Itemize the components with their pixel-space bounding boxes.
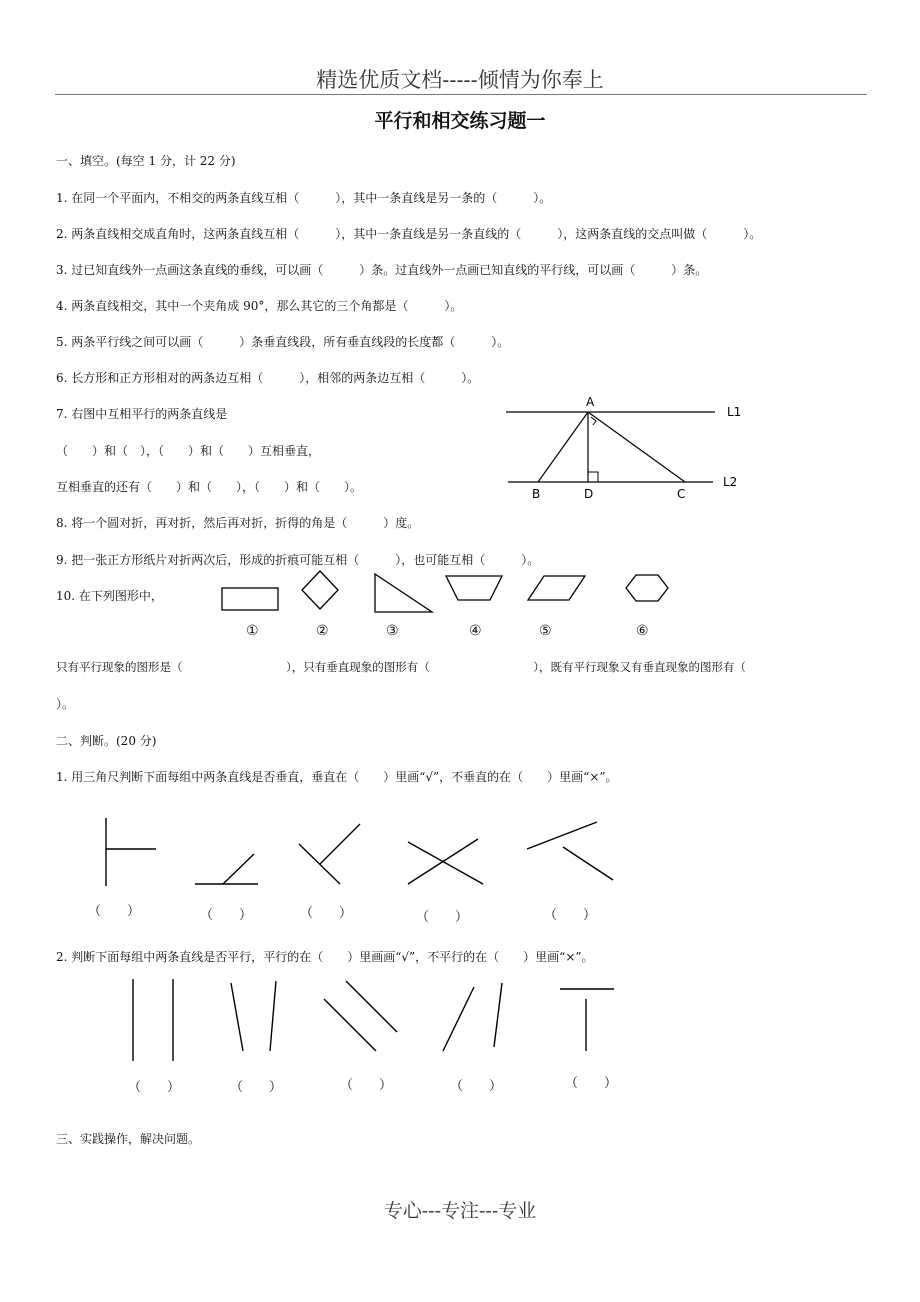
page-footer: 专心---专注---专业: [383, 1200, 537, 1222]
judge-question-2: 2. 判断下面每组中两条直线是否平行，平行的在（ ）里画画“√”，不平行的在（ ）里画“×”。: [56, 950, 594, 964]
perp-pair-5: [527, 822, 613, 880]
question-10-end: ）。: [56, 697, 75, 711]
shape-parallelogram: [528, 576, 585, 600]
perp-pair-3: [299, 824, 360, 884]
section-2-heading: 二、判断。(20 分): [56, 734, 157, 748]
right-angle-d: [588, 472, 598, 482]
perp-answer-1[interactable]: （ ）: [88, 904, 141, 919]
perp-answer-3[interactable]: （ ）: [300, 906, 353, 921]
shape-right-triangle: [375, 574, 432, 612]
para-answer-3[interactable]: （ ）: [340, 1078, 393, 1093]
section-3-heading: 三、实践操作，解决问题。: [56, 1132, 201, 1146]
para-pair-4: [443, 983, 502, 1051]
segment-ab: [538, 412, 588, 482]
question-7b: （ ）和（ ），（ ）和（ ）互相垂直，: [56, 444, 321, 458]
question-4: 4. 两条直线相交，其中一个夹角成 90°，那么其它的三个角都是（ ）。: [56, 299, 463, 313]
perp-answer-5[interactable]: （ ）: [544, 908, 597, 923]
shape-number-4: ④: [469, 623, 482, 639]
question-7a: 7. 右图中互相平行的两条直线是: [56, 407, 228, 421]
section-1-heading: 一、填空。(每空 1 分，计 22 分): [56, 154, 236, 168]
perp-pair-4: [408, 839, 483, 884]
question-8: 8. 将一个圆对折，再对折，然后再对折，折得的角是（ ）度。: [56, 516, 420, 530]
question-5: 5. 两条平行线之间可以画（ ）条垂直线段，所有垂直线段的长度都（ ）。: [56, 335, 510, 349]
question-9: 9. 把一张正方形纸片对折两次后，形成的折痕可能互相（ ），也可能互相（ ）。: [56, 553, 540, 567]
page-header: 精选优质文档-----倾情为你奉上: [316, 68, 604, 92]
perp-pair-2: [195, 854, 258, 884]
shape-rectangle: [222, 588, 278, 610]
shape-trapezoid: [446, 576, 502, 600]
shapes-row: [210, 566, 680, 616]
para-pair-5: [560, 989, 614, 1051]
shape-hexagon: [626, 575, 668, 601]
segment-ac: [588, 412, 685, 482]
shape-number-2: ②: [316, 623, 329, 639]
judge-question-1: 1. 用三角尺判断下面每组中两条直线是否垂直，垂直在（ ）里画“√”，不垂直的在（ ）里画“×”。: [56, 770, 618, 784]
perp-answer-2[interactable]: （ ）: [200, 908, 253, 923]
question-10-answers: 只有平行现象的图形是（ ），只有垂直现象的图形有（ ），既有平行现象又有垂直现象的图形有（: [56, 660, 746, 674]
parallel-lines-figure: [500, 392, 750, 504]
para-answer-4[interactable]: （ ）: [450, 1079, 503, 1094]
shape-number-6: ⑥: [636, 623, 649, 639]
label-a: A: [586, 395, 595, 409]
right-angle-a: [591, 417, 596, 425]
perp-pair-1: [106, 818, 156, 886]
para-pair-1: [133, 979, 173, 1061]
para-pair-3: [324, 981, 397, 1051]
question-1: 1. 在同一个平面内，不相交的两条直线互相（ ），其中一条直线是另一条的（ ）。: [56, 191, 552, 205]
header-rule: [55, 94, 867, 95]
question-2: 2. 两条直线相交成直角时，这两条直线互相（ ），其中一条直线是另一条直线的（ ），这两条直线的交点叫做（ ）。: [56, 227, 762, 241]
para-answer-2[interactable]: （ ）: [230, 1080, 283, 1095]
perp-answer-4[interactable]: （ ）: [416, 910, 469, 925]
shape-number-1: ①: [246, 623, 259, 639]
label-c: C: [677, 487, 686, 501]
parallel-figures: [110, 975, 630, 1070]
label-d: D: [584, 487, 594, 501]
label-b: B: [532, 487, 541, 501]
perpendicular-figures: [80, 812, 640, 896]
shape-square-rotated: [302, 571, 338, 609]
question-3: 3. 过已知直线外一点画这条直线的垂线，可以画（ ）条。过直线外一点画已知直线的平行线，可以画（ ）条。: [56, 263, 708, 277]
label-l2: L2: [723, 475, 738, 489]
question-7c: 互相垂直的还有（ ）和（ ），（ ）和（ ）。: [56, 480, 363, 494]
para-answer-1[interactable]: （ ）: [128, 1080, 181, 1095]
question-10: 10. 在下列图形中，: [56, 589, 163, 603]
question-6: 6. 长方形和正方形相对的两条边互相（ ），相邻的两条边互相（ ）。: [56, 371, 480, 385]
shape-number-5: ⑤: [539, 623, 552, 639]
para-pair-2: [231, 981, 276, 1051]
label-l1: L1: [727, 405, 742, 419]
para-answer-5[interactable]: （ ）: [565, 1076, 618, 1091]
page-title: 平行和相交练习题一: [374, 110, 546, 132]
shape-number-3: ③: [386, 623, 399, 639]
